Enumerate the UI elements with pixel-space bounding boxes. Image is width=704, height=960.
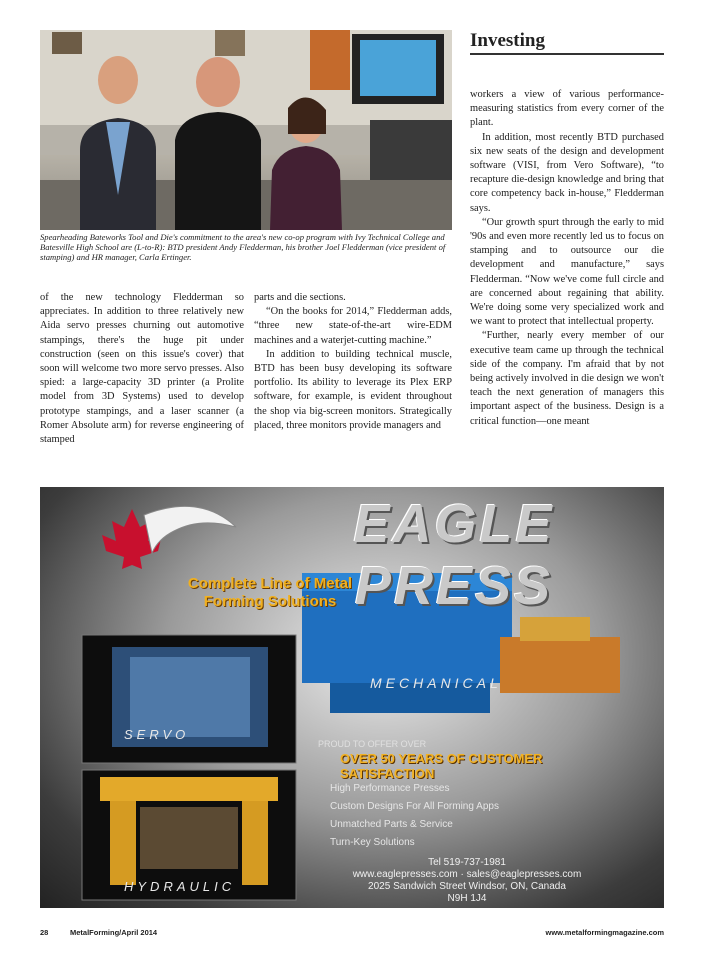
footer-url: www.metalformingmagazine.com: [545, 928, 664, 937]
ad-product-hydraulic: HYDRAULIC: [124, 879, 236, 894]
paragraph: of the new technology Fledderman so appreciates. In addition to three relatively new Aida servo presses churning out automotive stampings, there's the huge pit under construction (seen on this issue's cover) that soon will welcome two more servo presses. Also spied: a large-capacity 3D printer (a Prolite model from 3D Systems) used to develop prototype stampings, and a laser scanner (a Romer Absolute arm) for reverse engineering of stamped: [40, 292, 244, 446]
ad-product-mechanical: MECHANICAL: [370, 675, 502, 691]
ad-phone: Tel 519-737-1981: [428, 857, 506, 868]
paragraph: “On the books for 2014,” Fledderman adds, “three new state-of-the-art wire-EDM machines and a waterjet-cutting machine.”: [254, 306, 452, 346]
ad-feature: Unmatched Parts & Service: [330, 819, 453, 830]
ad-postal: N9H 1J4: [447, 893, 487, 904]
ad-feature: Custom Designs For All Forming Apps: [330, 801, 499, 812]
paragraph: parts and die sections.: [254, 292, 346, 303]
paragraph: In addition, most recently BTD purchased six new seats of the design and development software (VISI, from Vero Software), “to recapture die-design knowledge and bring that core competency back in-house,” Fledderman says.: [470, 131, 664, 214]
ad-feature: Turn-Key Solutions: [330, 837, 415, 848]
page-number: 28: [40, 928, 49, 937]
section-title: Investing: [470, 30, 664, 55]
ad-tagline: Complete Line of Metal Forming Solutions: [187, 575, 353, 610]
ad-feature: High Performance Presses: [330, 783, 450, 794]
paragraph: In addition to building technical muscle, BTD has been busy developing its software portfolio. Its ability to leverage its Plex ERP software, for example, is evident throughout the shop via big-screen monitors. Strategically placed, three monitors provide managers and: [254, 348, 452, 431]
ad-brand-logo: EAGLE PRESS: [353, 494, 555, 616]
article-photo: [40, 30, 452, 230]
ad-product-servo: SERVO: [124, 727, 190, 742]
magazine-issue: MetalForming/April 2014: [70, 928, 158, 937]
photo-caption: Spearheading Bateworks Tool and Die's commitment to the area's new co-op program with Ivy Technical College and Batesville High School are (L-to-R): BTD president Andy Fledderman, his brother Joel Fledderman (vice president of stamping) and HR manager, Carla Ertinger.: [40, 232, 446, 263]
paragraph: “Further, nearly every member of our executive team came up through the technical side of the company. I'm afraid that by not being actively involved in die design we won't teach the next generation of managers this important aspect of the business. Design is a critical function—one meant: [470, 330, 664, 427]
article-column-3: [470, 88, 664, 429]
article-column-2: [254, 291, 452, 433]
advertisement: [40, 487, 664, 908]
ad-experience: PROUD TO OFFER OVER: [318, 739, 427, 749]
ad-address: 2025 Sandwich Street Windsor, ON, Canada: [368, 881, 566, 892]
ad-web: www.eaglepresses.com · sales@eaglepresses.com: [352, 869, 582, 880]
article-column-1: [40, 291, 244, 447]
paragraph: workers a view of various performance-measuring statistics from every corner of the plant.: [470, 89, 664, 129]
ad-years-banner: OVER 50 YEARS OF CUSTOMER SATISFACTION: [340, 751, 543, 781]
photo-illustration: [40, 30, 452, 230]
paragraph: “Our growth spurt through the early to mid '90s and even more recently led us to focus on stamping and to outsource our die development and manufacture,” says Fledderman. “Now we've come full circle and are concerned about regaining that ability. We're doing some very specialized work and we want to protect that intellectual property.: [470, 216, 664, 328]
